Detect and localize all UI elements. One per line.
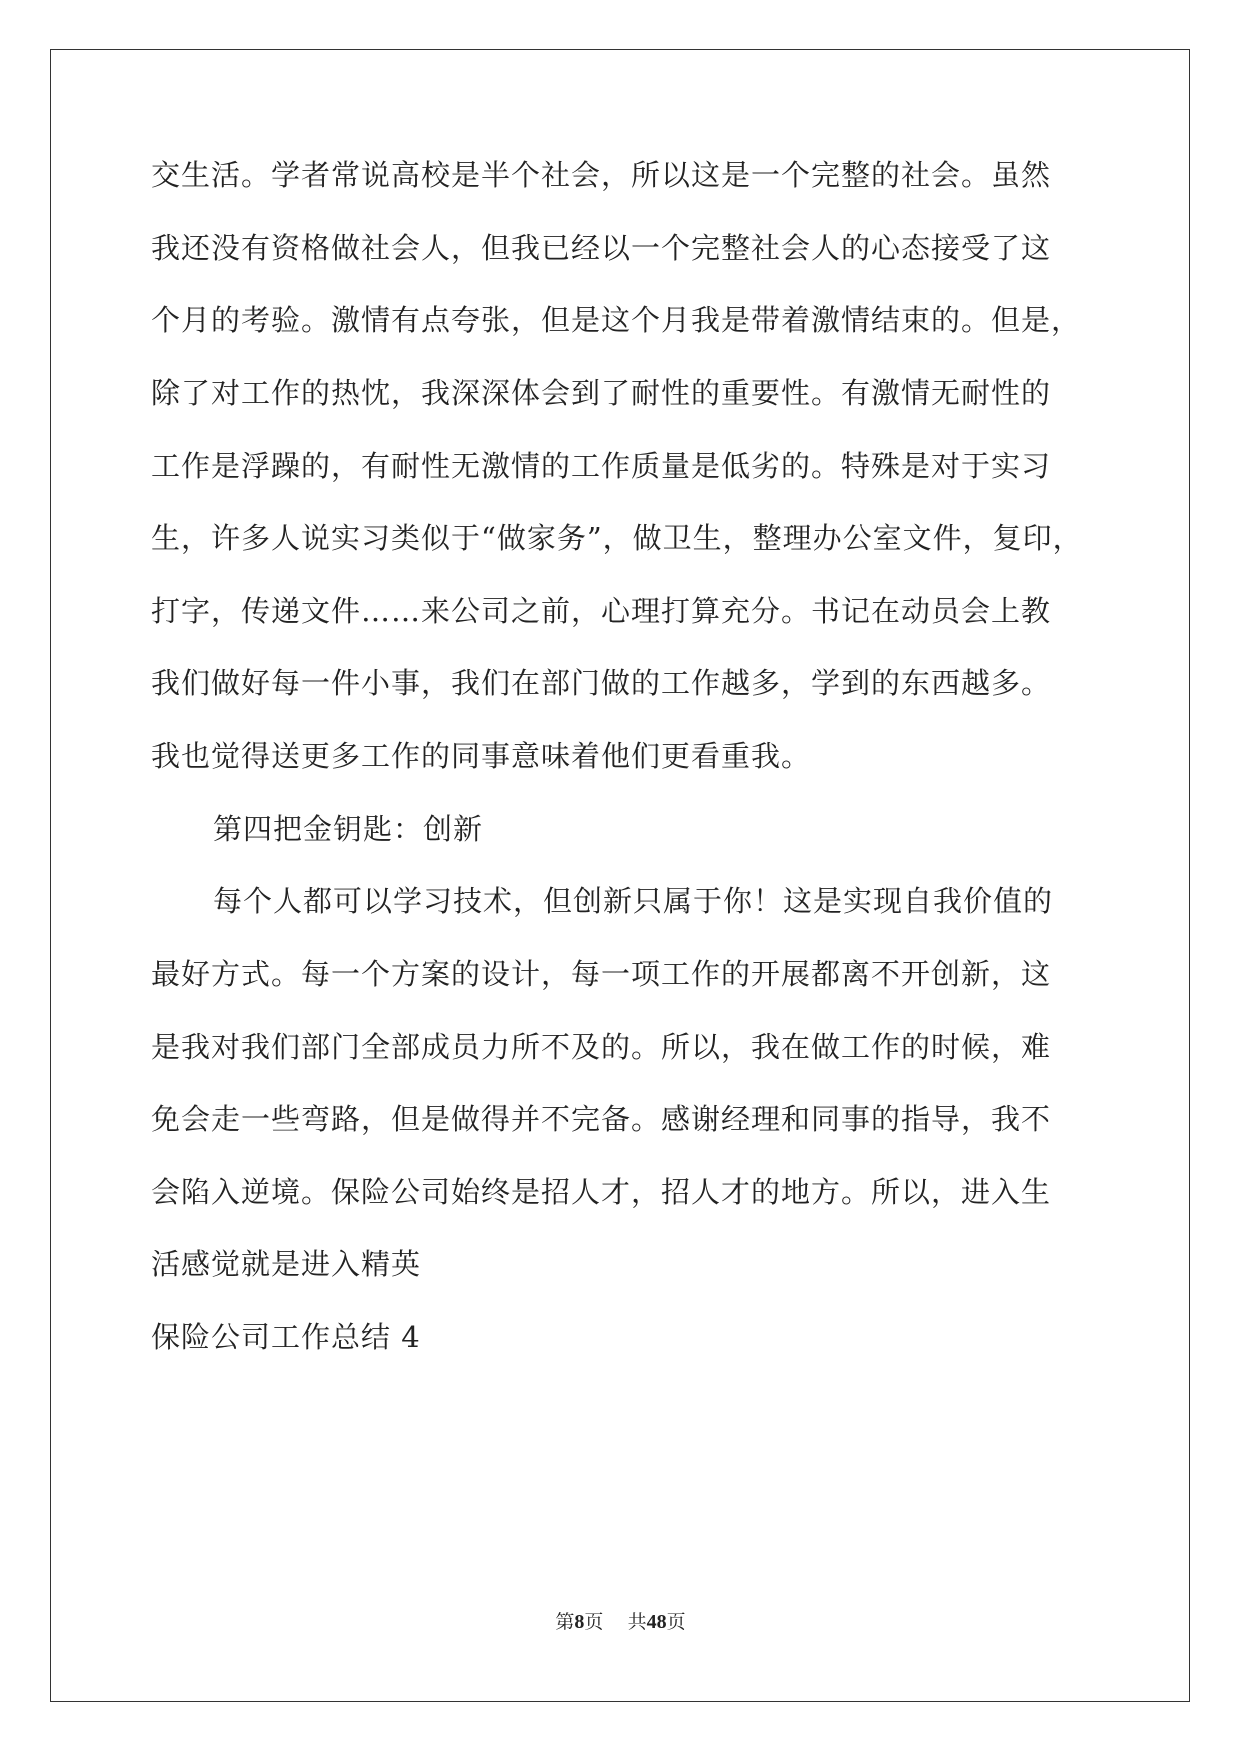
body-line: 会陷入逆境。保险公司始终是招人才，招人才的地方。所以，进入生: [151, 1175, 1052, 1209]
page-border: [50, 49, 1190, 1702]
body-line: 个月的考验。激情有点夸张，但是这个月我是带着激情结束的。但是，: [151, 303, 1082, 337]
body-line: 我也觉得送更多工作的同事意味着他们更看重我。: [151, 739, 812, 773]
total-suffix: 页: [666, 1611, 686, 1633]
page-suffix: 页: [584, 1611, 604, 1633]
section-heading: 第四把金钥匙：创新: [213, 812, 484, 846]
body-line: 活感觉就是进入精英: [151, 1247, 422, 1281]
body-line: 生，许多人说实习类似于“做家务”，做卫生，整理办公室文件，复印，: [151, 521, 1083, 555]
body-line: 除了对工作的热忱，我深深体会到了耐性的重要性。有激情无耐性的: [151, 376, 1052, 410]
page-current: 8: [574, 1611, 585, 1633]
total-prefix: 共: [627, 1611, 647, 1633]
body-line: 每个人都可以学习技术，但创新只属于你！这是实现自我价值的: [213, 884, 1054, 918]
body-line: 是我对我们部门全部成员力所不及的。所以，我在做工作的时候，难: [151, 1030, 1052, 1064]
body-line: 交生活。学者常说高校是半个社会，所以这是一个完整的社会。虽然: [151, 158, 1052, 192]
page-footer: [0, 1610, 1241, 1634]
body-line: 最好方式。每一个方案的设计，每一项工作的开展都离不开创新，这: [151, 957, 1052, 991]
body-line: 免会走一些弯路，但是做得并不完备。感谢经理和同事的指导，我不: [151, 1102, 1052, 1136]
document-title: 保险公司工作总结 4: [151, 1320, 421, 1354]
body-line: 我还没有资格做社会人，但我已经以一个完整社会人的心态接受了这: [151, 231, 1052, 265]
page-total: 48: [646, 1611, 667, 1633]
body-line: 我们做好每一件小事，我们在部门做的工作越多，学到的东西越多。: [151, 666, 1052, 700]
body-line: 工作是浮躁的，有耐性无激情的工作质量是低劣的。特殊是对于实习: [151, 449, 1052, 483]
body-line: 打字，传递文件……来公司之前，心理打算充分。书记在动员会上教: [151, 594, 1052, 628]
page-prefix: 第: [555, 1611, 575, 1633]
